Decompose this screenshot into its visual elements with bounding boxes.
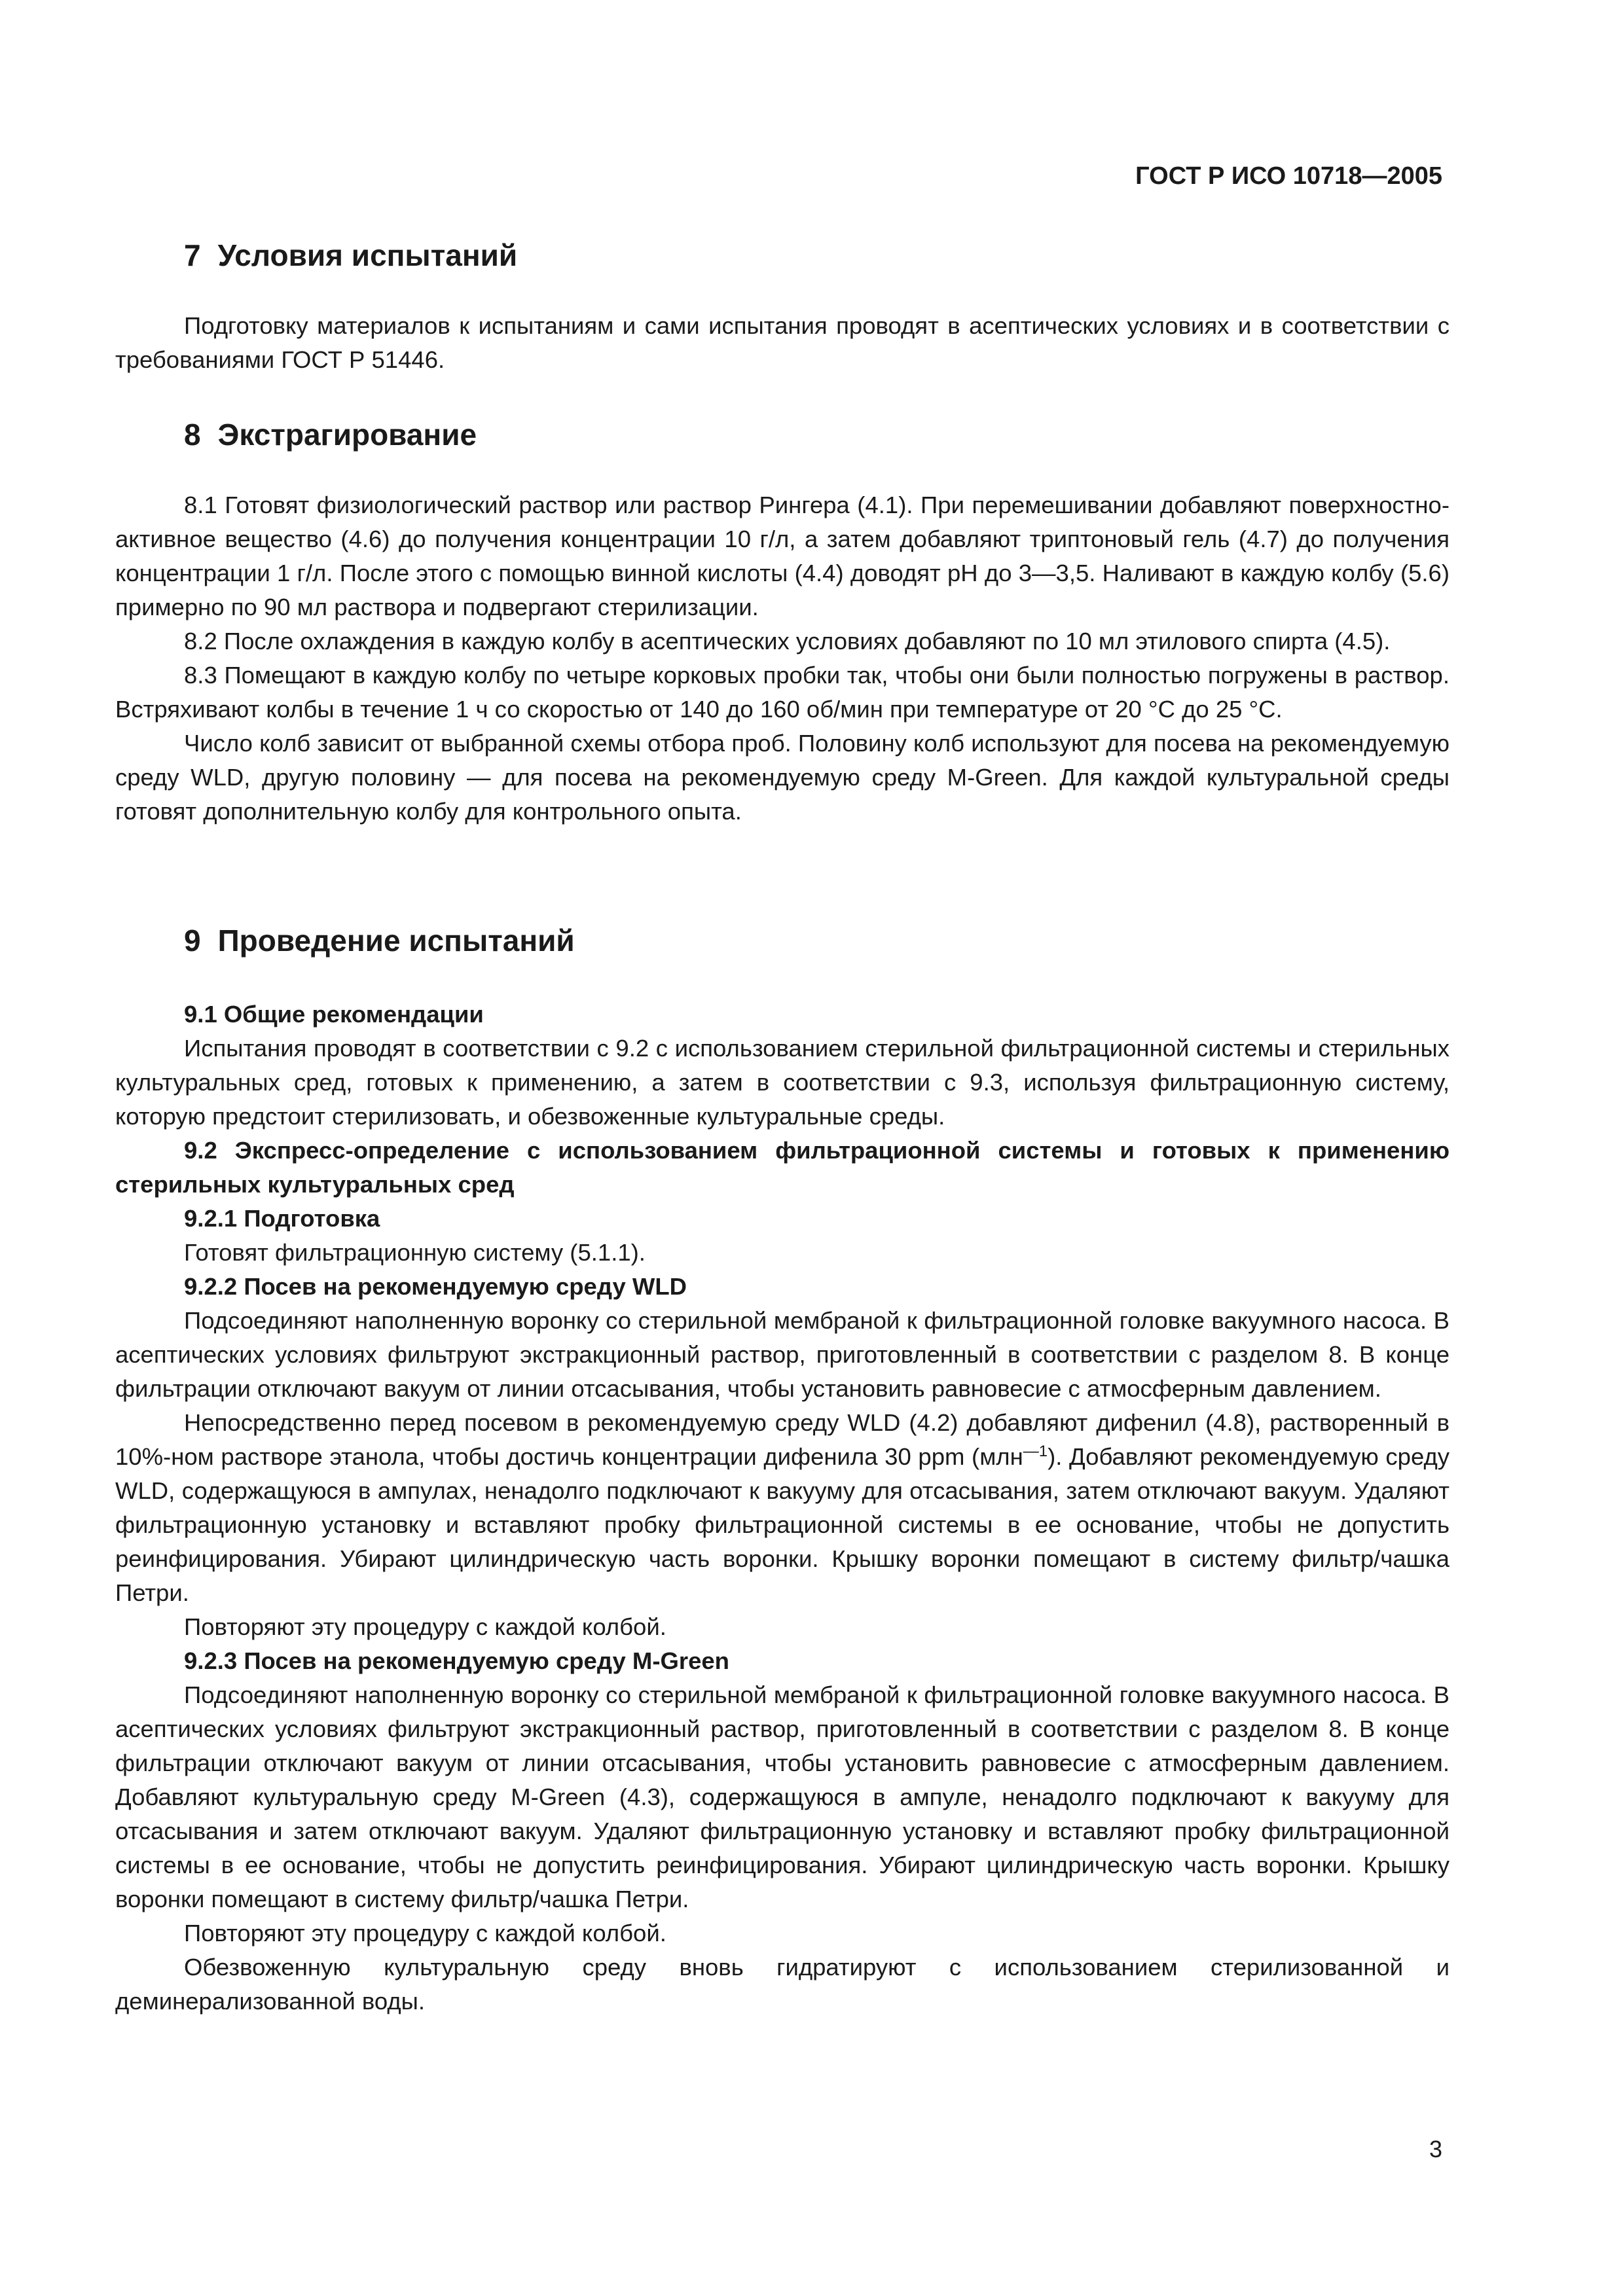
section-7-body bbox=[115, 309, 1450, 377]
paragraph-9-2-2-c: Повторяют эту процедуру с каждой колбой. bbox=[184, 1613, 666, 1640]
paragraph-8-1: 8.1 Готовят физиологический раствор или раствор Рингера (4.1). При перемешивании добавляют поверхностно-активное вещество (4.6) до получения концентрации 10 г/л, а затем добавляют триптоновый гель (4.7) до получения концентрации 1 г/л. После этого с помощью винной кислоты (4.4) доводят pH до 3—3,5. Наливают в каждую колбу (5.6) примерно по 90 мл раствора и подвергают стерилизации. bbox=[115, 492, 1450, 620]
paragraph-8-3: 8.3 Помещают в каждую колбу по четыре корковых пробки так, чтобы они были полностью погружены в раствор. Встряхивают колбы в течение 1 ч со скоростью от 140 до 160 об/мин при температуре от 20 °С до 25 °С. bbox=[115, 662, 1450, 723]
document-code: ГОСТ Р ИСО 10718—2005 bbox=[1135, 162, 1442, 190]
subsection-heading-9-2-1: 9.2.1 Подготовка bbox=[184, 1205, 380, 1232]
subsection-heading-9-2-3: 9.2.3 Посев на рекомендуемую среду M-Green bbox=[184, 1647, 729, 1674]
paragraph-8-note: Число колб зависит от выбранной схемы отбора проб. Половину колб используют для посева на рекомендуемую среду WLD, другую половину — для посева на рекомендуемую среду M-Green. Для каждой культуральной среды готовят дополнительную колбу для контрольного опыта. bbox=[115, 730, 1450, 825]
section-number: 7 bbox=[184, 238, 201, 272]
section-8-body bbox=[115, 488, 1450, 829]
paragraph-9-2-2-a: Подсоединяют наполненную воронку со стерильной мембраной к фильтрационной головке вакуумного насоса. В асептических условиях фильтруют экстракционный раствор, приготовленный в соответствии с разделом 8. В конце фильтрации отключают вакуум от линии отсасывания, чтобы установить равновесие с атмосферным давлением. bbox=[115, 1307, 1450, 1402]
section-title: Проведение испытаний bbox=[217, 924, 575, 958]
paragraph: Подготовку материалов к испытаниям и сами испытания проводят в асептических условиях и в соответствии с требованиями ГОСТ Р 51446. bbox=[115, 312, 1450, 373]
page-number: 3 bbox=[1429, 2136, 1442, 2162]
paragraph-9-2-3-b: Повторяют эту процедуру с каждой колбой. bbox=[184, 1920, 666, 1946]
section-7-heading bbox=[184, 236, 517, 275]
paragraph-9-2-3-c: Обезвоженную культуральную среду вновь гидратируют с использованием стерилизованной и деминерализованной воды. bbox=[115, 1954, 1450, 2015]
text-run: ). Добавляют рекомендуемую среду WLD, содержащуюся в ампулах, ненадолго подключают к вакууму для отсасывания, затем отключают вакуум. Удаляют фильтрационную установку и вставляют пробку фильтрационной системы в ее основание, чтобы не допустить реинфицирования. Убирают цилиндрическую часть воронки. Крышку воронки помещают в систему фильтр/чашка Петри. bbox=[115, 1443, 1450, 1606]
superscript: —1 bbox=[1023, 1442, 1048, 1460]
section-9-heading bbox=[184, 921, 575, 960]
paragraph-9-1: Испытания проводят в соответствии с 9.2 с использованием стерильной фильтрационной системы и стерильных культуральных сред, готовых к применению, а затем в соответствии с 9.3, используя фильтрационную систему, которую предстоит стерилизовать, и обезвоженные культуральные среды. bbox=[115, 1035, 1450, 1130]
section-number: 9 bbox=[184, 924, 201, 958]
paragraph-9-2-2-b bbox=[115, 1406, 1450, 1610]
section-title: Экстрагирование bbox=[217, 418, 477, 452]
section-title: Условия испытаний bbox=[217, 238, 518, 272]
text-run: Непосредственно перед посевом в рекомендуемую среду WLD (4.2) добавляют дифенил (4.8), растворенный в 10%-ном растворе этанола, чтобы достичь концентрации дифенила 30 ppm (млн bbox=[115, 1409, 1450, 1470]
paragraph-9-2-3-a: Подсоединяют наполненную воронку со стерильной мембраной к фильтрационной головке вакуумного насоса. В асептических условиях фильтруют экстракционный раствор, приготовленный в соответствии с разделом 8. В конце фильтрации отключают вакуум от линии отсасывания, чтобы установить равновесие с атмосферным давлением. Добавляют культуральную среду M-Green (4.3), содержащуюся в ампуле, ненадолго подключают к вакууму для отсасывания и затем отключают вакуум. Удаляют фильтрационную установку и вставляют пробку фильтрационной системы в ее основание, чтобы не допустить реинфицирования. Убирают цилиндрическую часть воронки. Крышку воронки помещают в систему фильтр/чашка Петри. bbox=[115, 1681, 1450, 1912]
subsection-heading-9-1: 9.1 Общие рекомендации bbox=[184, 1001, 484, 1028]
paragraph-8-2: 8.2 После охлаждения в каждую колбу в асептических условиях добавляют по 10 мл этилового спирта (4.5). bbox=[184, 628, 1391, 655]
paragraph-9-2-1: Готовят фильтрационную систему (5.1.1). bbox=[184, 1239, 646, 1266]
subsection-heading-9-2-2: 9.2.2 Посев на рекомендуемую среду WLD bbox=[184, 1273, 687, 1300]
section-number: 8 bbox=[184, 418, 201, 452]
section-8-heading bbox=[184, 415, 477, 454]
section-9-body bbox=[115, 997, 1450, 2018]
subsection-heading-9-2: 9.2 Экспресс-определение с использованием фильтрационной системы и готовых к применению стерильных культуральных сред bbox=[115, 1137, 1450, 1198]
